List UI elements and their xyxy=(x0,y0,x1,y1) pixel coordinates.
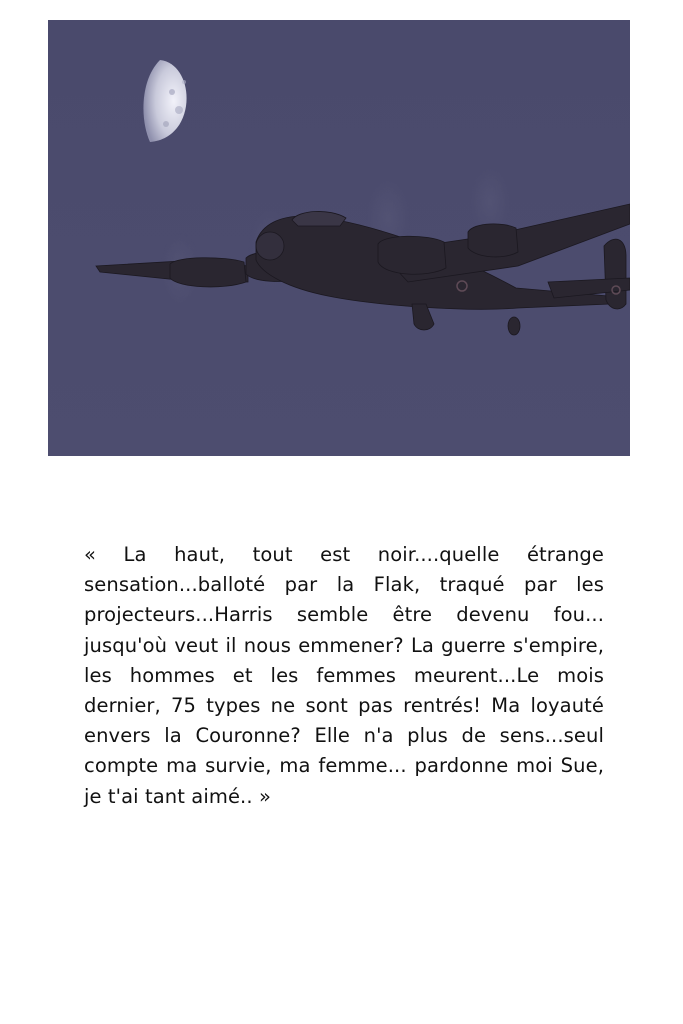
night-sky-illustration xyxy=(48,20,630,456)
quote-caption: « La haut, tout est noir....quelle étrange sensation...balloté par la Flak, traqué par les projecteurs...Harris semble être devenu fou... jusqu'où veut il nous emmener? La guerre s'empire, les hommes et les femmes meurent...Le mois dernier, 75 types ne sont pas rentrés! Ma loyauté envers la Couronne? Elle n'a plus de sens...seul compte ma survie, ma femme... pardonne moi Sue, je t'ai tant aimé.. » xyxy=(84,543,604,808)
